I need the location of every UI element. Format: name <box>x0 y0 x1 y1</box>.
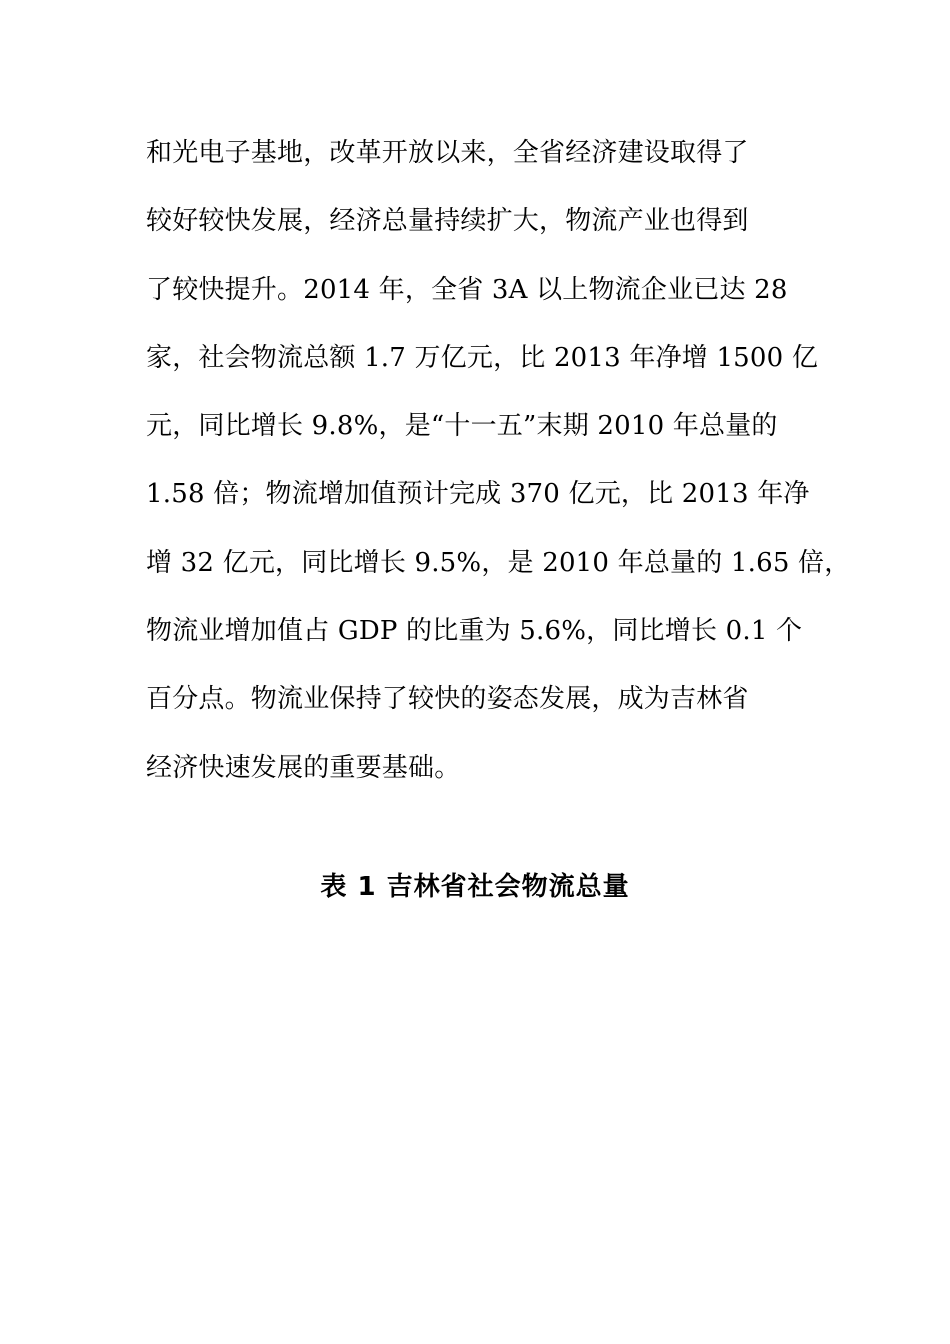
paragraph-line: 经济快速发展的重要基础。 <box>146 752 461 783</box>
paragraph-line: 元，同比增长 9.8%，是“十一五”末期 2010 年总量的 <box>146 411 778 442</box>
paragraph-line: 增 32 亿元，同比增长 9.5%，是 2010 年总量的 1.65 倍， <box>146 547 851 578</box>
paragraph-line: 和光电子基地，改革开放以来，全省经济建设取得了 <box>146 138 749 168</box>
paragraph-line: 了较快提升。2014 年，全省 3A 以上物流企业已达 28 <box>146 274 788 305</box>
paragraph-line: 物流业增加值占 GDP 的比重为 5.6%，同比增长 0.1 个 <box>146 616 803 647</box>
paragraph-line: 较好较快发展，经济总量持续扩大，物流产业也得到 <box>146 206 749 237</box>
body-paragraph <box>146 124 851 807</box>
paragraph-line: 家，社会物流总额 1.7 万亿元，比 2013 年净增 1500 亿 <box>146 342 819 373</box>
paragraph-line: 1.58 倍；物流增加值预计完成 370 亿元，比 2013 年净 <box>146 479 810 510</box>
table-caption: 表 1 吉林省社会物流总量 <box>320 872 630 902</box>
paragraph-line: 百分点。物流业保持了较快的姿态发展，成为吉林省 <box>146 684 749 715</box>
